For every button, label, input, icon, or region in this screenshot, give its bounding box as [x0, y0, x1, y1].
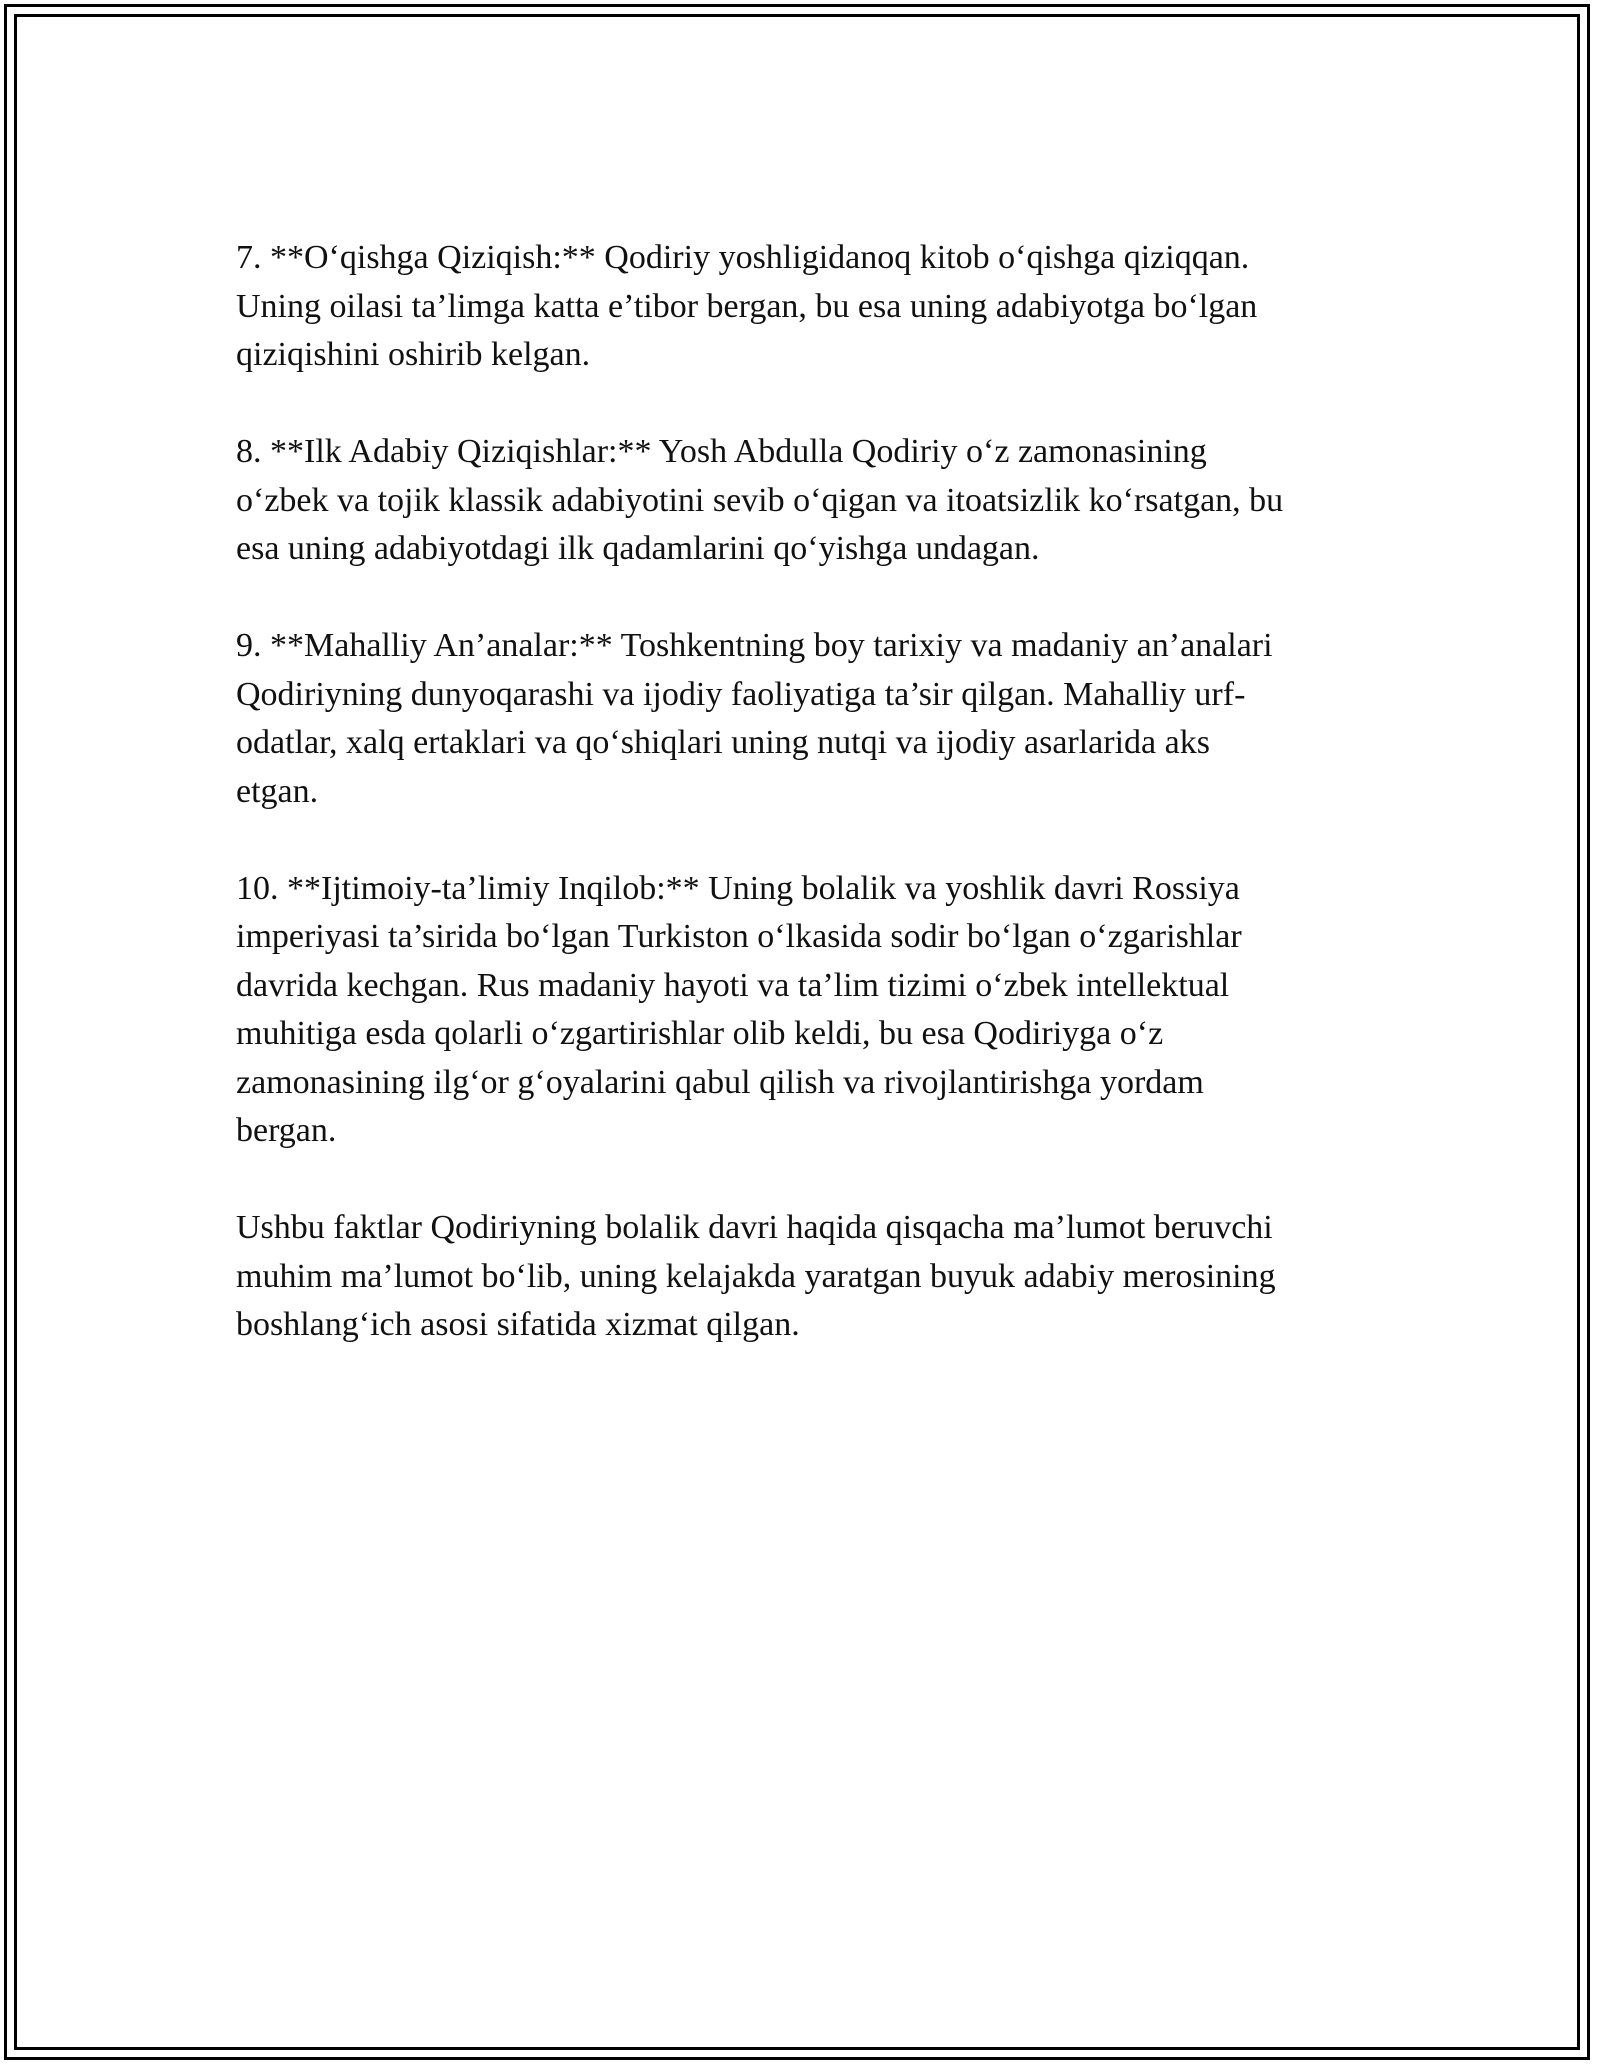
document-body [236, 234, 1376, 1398]
paragraph-conclusion: Ushbu faktlar Qodiriyning bolalik davri haqida qisqacha ma’lumot beruvchi muhim ma’lumot bo‘lib, uning kelajakda yaratgan buyuk adabiy merosining boshlang‘ich asosi sifatida xizmat qilgan. [236, 1209, 1276, 1343]
paragraph-item-9: 9. **Mahalliy An’analar:** Toshkentning boy tarixiy va madaniy an’analari Qodiriyning dunyoqarashi va ijodiy faoliyatiga ta’sir qilgan. Mahalliy urf- odatlar, xalq ertaklari va qo‘shiqlari uning nutqi va ijodiy asarlarida aks etgan. [236, 627, 1273, 810]
paragraph-item-8: 8. **Ilk Adabiy Qiziqishlar:** Yosh Abdulla Qodiriy o‘z zamonasining o‘zbek va tojik klassik adabiyotini sevib o‘qigan va itoatsizlik ko‘rsatgan, bu esa uning adabiyotdagi ilk qadamlarini qo‘yishga undagan. [236, 433, 1284, 567]
paragraph-item-7: 7. **O‘qishga Qiziqish:** Qodiriy yoshligidanoq kitob o‘qishga qiziqqan. Uning oilasi ta’limga katta e’tibor bergan, bu esa uning adabiyotga bo‘lgan qiziqishini oshirib kelgan. [236, 239, 1258, 373]
paragraph-item-10: 10. **Ijtimoiy-ta’limiy Inqilob:** Uning bolalik va yoshlik davri Rossiya imperiyasi ta’sirida bo‘lgan Turkiston o‘lkasida sodir bo‘lgan o‘zgarishlar davrida kechgan. Rus madaniy hayoti va ta’lim tizimi o‘zbek intellektual muhitiga esda qolarli o‘zgartirishlar olib keldi, bu esa Qodiriyga o‘z zamonasining ilg‘or g‘oyalarini qabul qilish va rivojlantirishga yordam bergan. [236, 869, 1242, 1149]
